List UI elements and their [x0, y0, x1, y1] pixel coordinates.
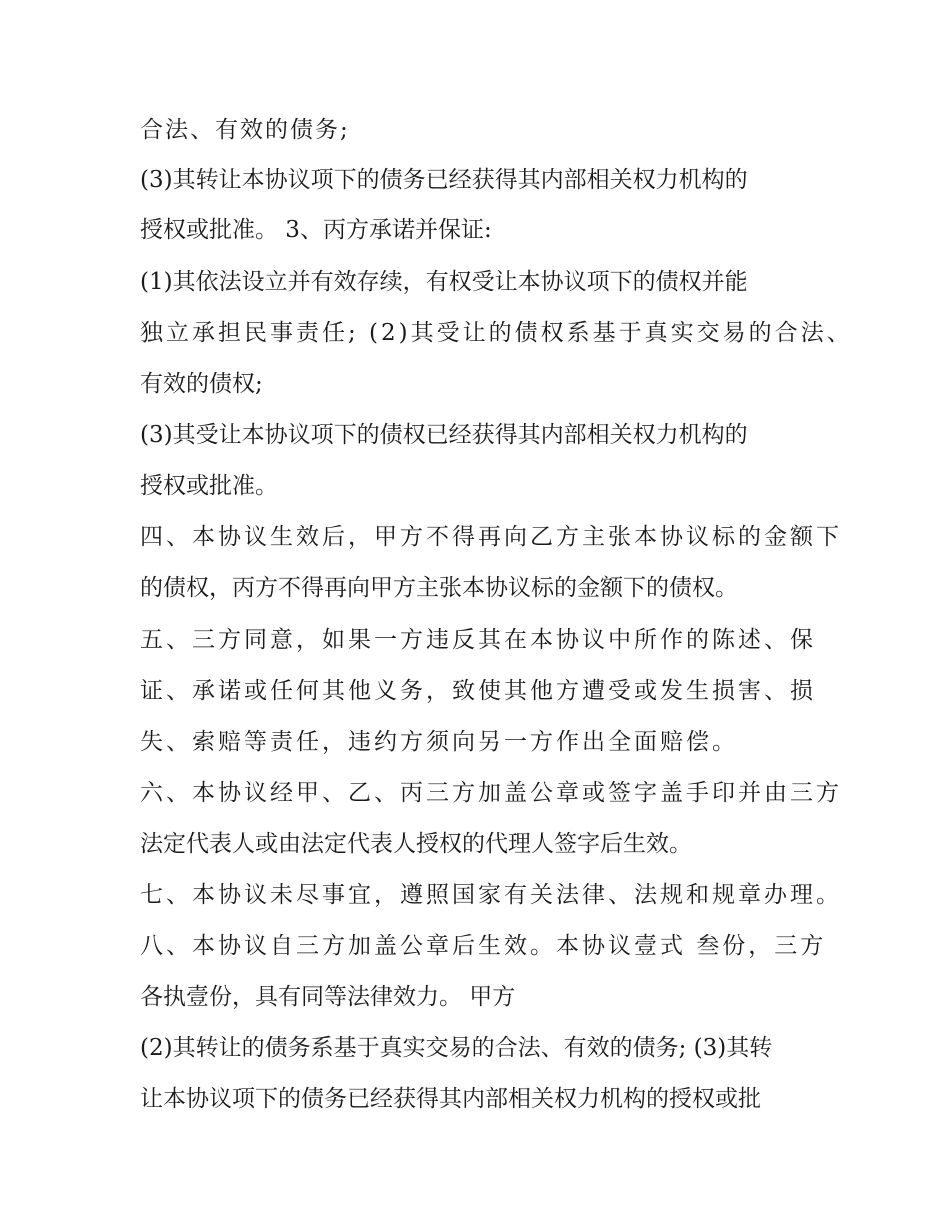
text-line: (3)其受让本协议项下的债权已经获得其内部相关权力机构的 [140, 422, 748, 448]
text-line: (2)其转让的债务系基于真实交易的合法、有效的债务; (3)其转 [140, 1035, 773, 1061]
text-line: 失、索赔等责任，违约方须向另一方作出全面赔偿。 [140, 729, 738, 755]
text-line: 六、本协议经甲、乙、丙三方加盖公章或签字盖手印并由三方 [140, 780, 842, 806]
text-line: 授权或批准。 [140, 473, 278, 499]
text-line: 七、本协议未尽事宜，遵照国家有关法律、法规和规章办理。 [140, 882, 842, 908]
text-line: 的债权，丙方不得再向甲方主张本协议标的金额下的债权。 [140, 575, 738, 601]
text-line: 各执壹份，具有同等法律效力。 甲方 [140, 984, 516, 1010]
text-line: 授权或批准。 3、丙方承诺并保证: [140, 217, 492, 243]
text-line: 八、本协议自三方加盖公章后生效。本协议壹式 叁份，三方 [140, 933, 827, 959]
text-line: (3)其转让本协议项下的债务已经获得其内部相关权力机构的 [140, 167, 748, 193]
text-line: 证、承诺或任何其他义务，致使其他方遭受或发生损害、损 [140, 678, 816, 704]
text-line: 有效的债权; [140, 371, 263, 397]
text-line: 法定代表人或由法定代表人授权的代理人签字后生效。 [140, 831, 692, 857]
text-line: 独立承担民事责任; (2)其受让的债权系基于真实交易的合法、 [140, 320, 853, 346]
text-line: 五、三方同意，如果一方违反其在本协议中所作的陈述、保 [140, 627, 816, 653]
text-line: 让本协议项下的债务已经获得其内部相关权力机构的授权或批 [140, 1086, 761, 1112]
text-line: 合法、有效的债务; [140, 117, 350, 143]
text-line: (1)其依法设立并有效存续，有权受让本协议项下的债权并能 [140, 269, 748, 295]
text-line: 四、本协议生效后，甲方不得再向乙方主张本协议标的金额下 [140, 524, 842, 550]
